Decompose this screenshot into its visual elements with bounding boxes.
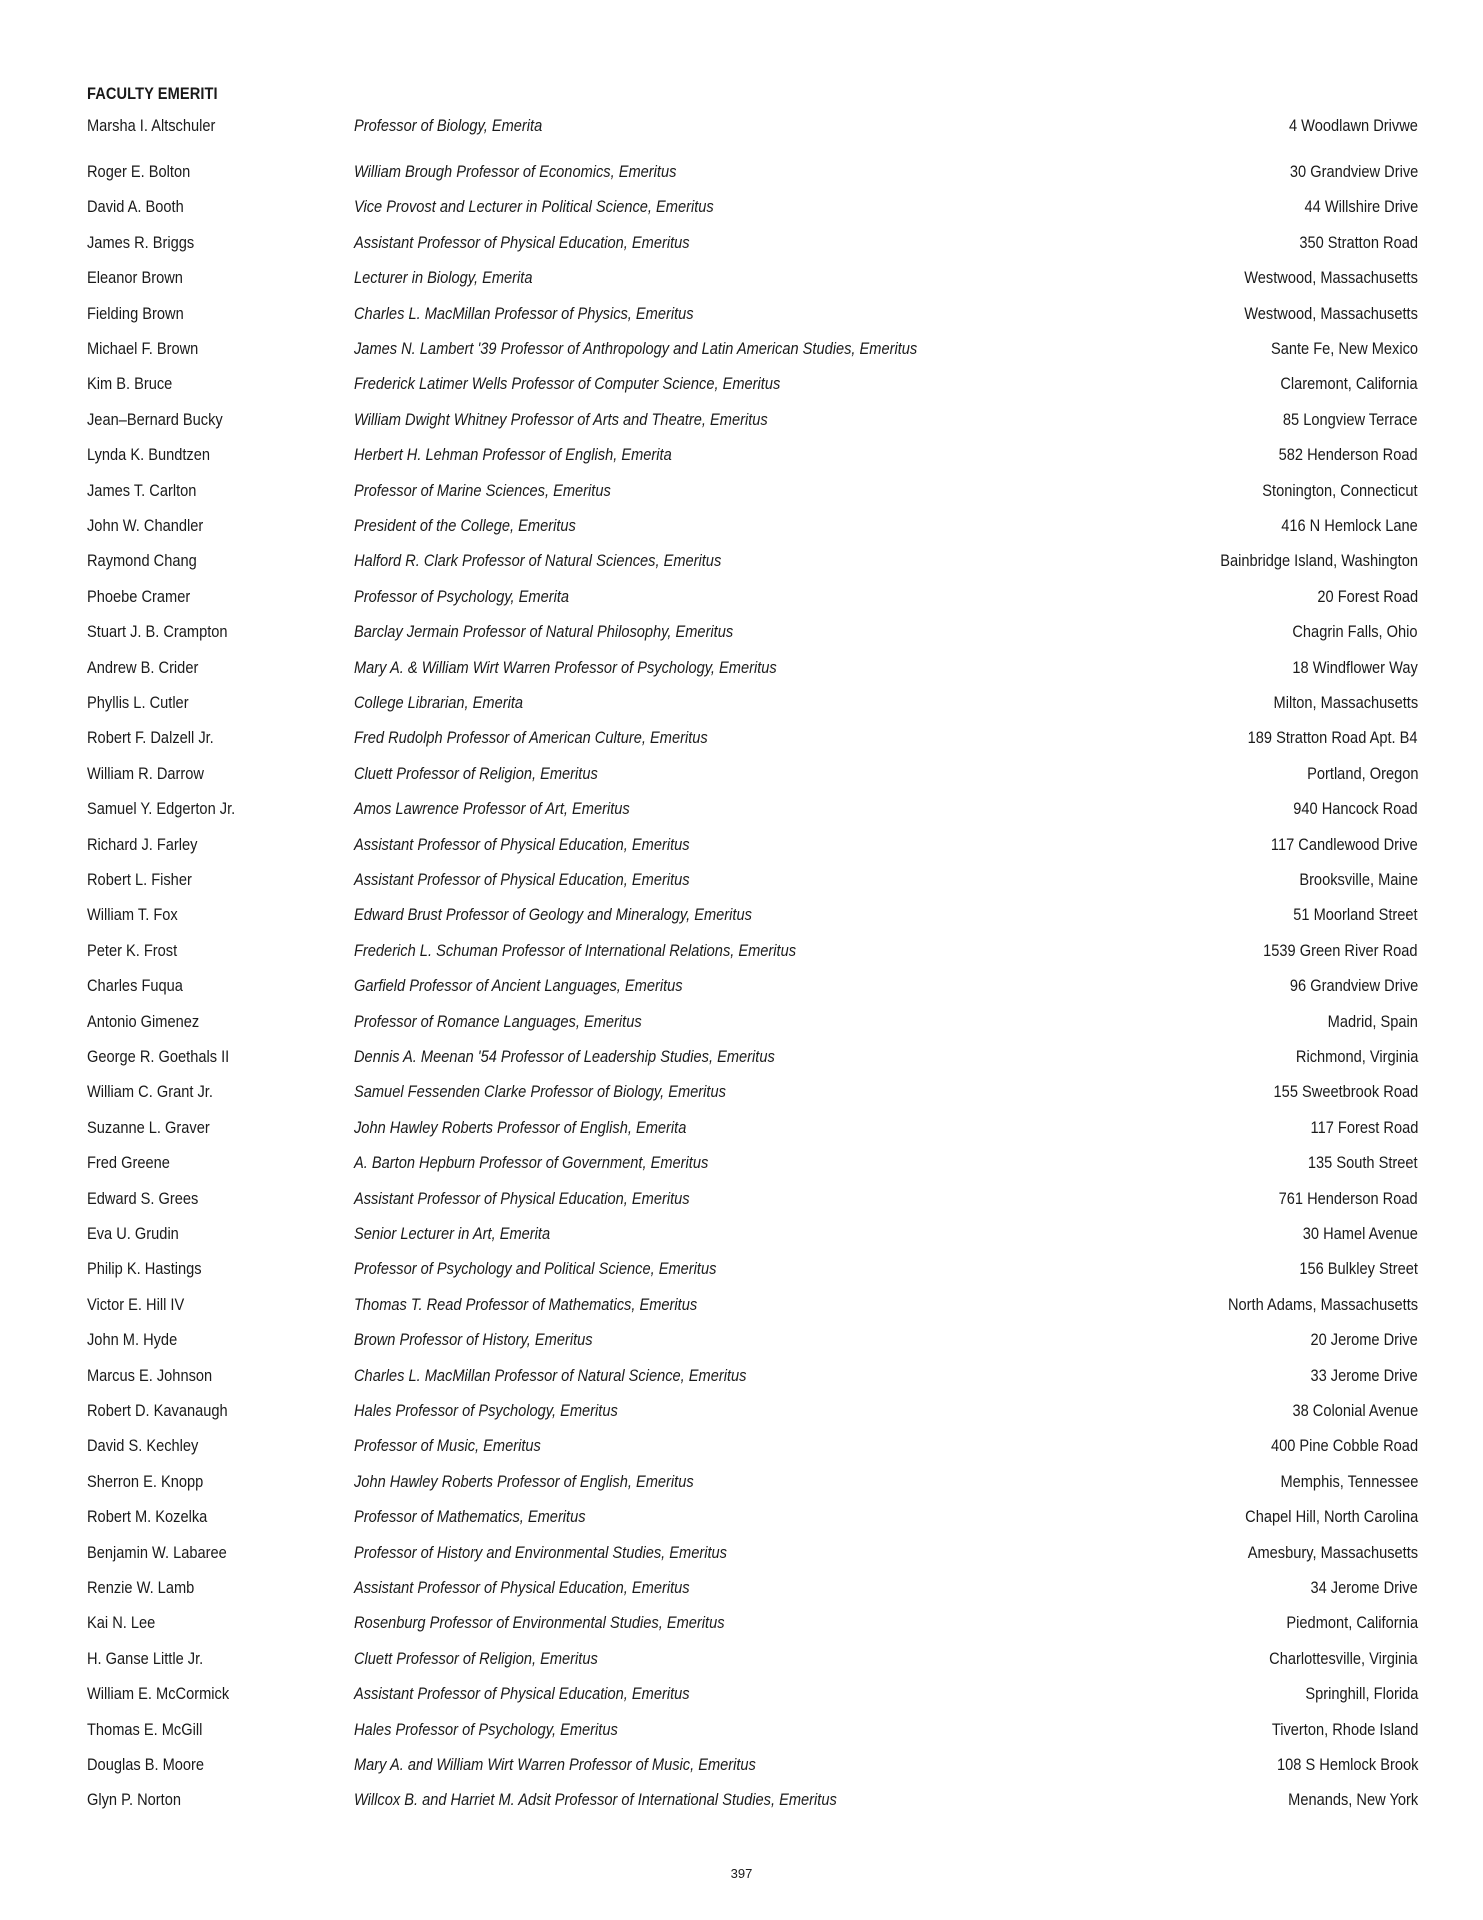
faculty-title: Hales Professor of Psychology, Emeritus	[354, 1719, 618, 1739]
faculty-title: Assistant Professor of Physical Education, Emeritus	[354, 232, 690, 252]
faculty-title: Thomas T. Read Professor of Mathematics, Emeritus	[354, 1294, 698, 1314]
faculty-name: Sherron E. Knopp	[87, 1471, 204, 1491]
list-item	[0, 1681, 1483, 1707]
page-number: 397	[730, 1866, 753, 1881]
list-item	[0, 1469, 1483, 1495]
faculty-name: Fred Greene	[87, 1153, 170, 1173]
list-item	[0, 371, 1483, 397]
faculty-address: 51 Moorland Street	[1293, 905, 1418, 925]
faculty-name: Robert M. Kozelka	[87, 1507, 208, 1527]
section-heading: FACULTY EMERITI	[87, 84, 218, 103]
list-item	[0, 1787, 1483, 1813]
list-item	[0, 1575, 1483, 1601]
faculty-name: Robert L. Fisher	[87, 870, 192, 889]
faculty-title: Professor of Romance Languages, Emeritus	[354, 1011, 642, 1031]
list-item	[0, 159, 1483, 185]
faculty-address: Tiverton, Rhode Island	[1271, 1719, 1418, 1739]
faculty-title: Senior Lecturer in Art, Emerita	[354, 1224, 551, 1243]
faculty-title: Dennis A. Meenan '54 Professor of Leadership Studies, Emeritus	[354, 1047, 775, 1066]
faculty-title: John Hawley Roberts Professor of English, Emeritus	[354, 1471, 694, 1491]
faculty-name: Fielding Brown	[87, 303, 184, 323]
faculty-name: Thomas E. McGill	[87, 1719, 203, 1739]
list-item	[0, 1504, 1483, 1530]
faculty-address: 18 Windflower Way	[1292, 657, 1418, 677]
list-item	[0, 725, 1483, 751]
list-item	[0, 1079, 1483, 1105]
faculty-address: 1539 Green River Road	[1263, 940, 1418, 960]
list-item	[0, 265, 1483, 291]
faculty-name: John W. Chandler	[87, 516, 204, 535]
list-item	[0, 113, 1483, 139]
faculty-name: Stuart J. B. Crampton	[87, 622, 228, 642]
faculty-name: Kai N. Lee	[87, 1613, 156, 1633]
list-item	[0, 796, 1483, 822]
list-item	[0, 832, 1483, 858]
faculty-address: Memphis, Tennessee	[1280, 1471, 1418, 1491]
faculty-title: Brown Professor of History, Emeritus	[354, 1330, 593, 1350]
faculty-name: David A. Booth	[87, 197, 184, 217]
faculty-address: 400 Pine Cobble Road	[1270, 1436, 1418, 1456]
faculty-title: Hales Professor of Psychology, Emeritus	[354, 1401, 618, 1420]
faculty-name: Raymond Chang	[87, 551, 197, 571]
faculty-address: 108 S Hemlock Brook	[1276, 1755, 1418, 1774]
faculty-title: Professor of Biology, Emerita	[354, 116, 543, 135]
list-item	[0, 548, 1483, 574]
list-item	[0, 1717, 1483, 1743]
faculty-address: 350 Stratton Road	[1299, 232, 1418, 252]
faculty-title: Lecturer in Biology, Emerita	[354, 268, 533, 288]
list-item	[0, 1150, 1483, 1176]
faculty-name: William R. Darrow	[87, 763, 204, 783]
faculty-address: 416 N Hemlock Lane	[1281, 516, 1418, 535]
faculty-address: Charlottesville, Virginia	[1269, 1648, 1418, 1668]
faculty-address: 30 Grandview Drive	[1289, 162, 1418, 181]
faculty-name: Marsha I. Altschuler	[87, 116, 216, 135]
faculty-address: Chagrin Falls, Ohio	[1292, 622, 1418, 642]
faculty-title: Herbert H. Lehman Professor of English, Emerita	[354, 445, 672, 465]
faculty-name: Philip K. Hastings	[87, 1259, 202, 1279]
faculty-title: A. Barton Hepburn Professor of Government, Emeritus	[354, 1153, 709, 1173]
faculty-name: David S. Kechley	[87, 1436, 199, 1456]
faculty-title: Samuel Fessenden Clarke Professor of Biology, Emeritus	[354, 1082, 726, 1102]
faculty-title: Professor of Psychology and Political Science, Emeritus	[354, 1259, 717, 1279]
faculty-address: 940 Hancock Road	[1293, 799, 1418, 819]
faculty-name: Edward S. Grees	[87, 1188, 199, 1208]
faculty-title: Fred Rudolph Professor of American Culture, Emeritus	[354, 728, 708, 748]
list-item	[0, 1292, 1483, 1318]
faculty-name: Phyllis L. Cutler	[87, 693, 189, 712]
faculty-address: Piedmont, California	[1286, 1613, 1418, 1633]
faculty-name: William C. Grant Jr.	[87, 1082, 213, 1102]
faculty-title: Cluett Professor of Religion, Emeritus	[354, 763, 598, 783]
faculty-name: Benjamin W. Labaree	[87, 1542, 227, 1562]
list-item	[0, 1540, 1483, 1566]
list-item	[0, 690, 1483, 716]
faculty-title: Halford R. Clark Professor of Natural Sciences, Emeritus	[354, 551, 722, 571]
list-item	[0, 902, 1483, 928]
faculty-name: James T. Carlton	[87, 480, 197, 500]
faculty-address: 85 Longview Terrace	[1283, 409, 1418, 429]
faculty-name: Glyn P. Norton	[87, 1790, 181, 1810]
list-item	[0, 1646, 1483, 1672]
faculty-name: Robert D. Kavanaugh	[87, 1401, 228, 1420]
list-item	[0, 1363, 1483, 1389]
faculty-address: North Adams, Massachusetts	[1227, 1294, 1418, 1314]
faculty-address: 582 Henderson Road	[1279, 445, 1418, 465]
faculty-title: Assistant Professor of Physical Education, Emeritus	[354, 1684, 690, 1704]
list-item	[0, 1044, 1483, 1070]
faculty-address: 96 Grandview Drive	[1289, 976, 1418, 996]
faculty-address: 156 Bulkley Street	[1299, 1259, 1418, 1279]
faculty-title: Assistant Professor of Physical Education, Emeritus	[354, 870, 690, 889]
faculty-title: Professor of History and Environmental Studies, Emeritus	[354, 1542, 727, 1562]
faculty-name: Victor E. Hill IV	[87, 1294, 185, 1314]
faculty-address: 20 Forest Road	[1317, 586, 1418, 606]
faculty-name: Peter K. Frost	[87, 940, 178, 960]
faculty-title: College Librarian, Emerita	[354, 693, 524, 712]
faculty-address: 761 Henderson Road	[1279, 1188, 1418, 1208]
faculty-title: James N. Lambert '39 Professor of Anthropology and Latin American Studies, Emeritus	[354, 339, 918, 358]
faculty-name: Lynda K. Bundtzen	[87, 445, 211, 465]
faculty-name: Robert F. Dalzell Jr.	[87, 728, 214, 748]
list-item	[0, 1327, 1483, 1353]
faculty-name: Marcus E. Johnson	[87, 1365, 213, 1385]
list-item	[0, 230, 1483, 256]
faculty-title: Frederick Latimer Wells Professor of Computer Science, Emeritus	[354, 374, 781, 394]
faculty-address: Amesbury, Massachusetts	[1247, 1542, 1418, 1562]
faculty-title: Cluett Professor of Religion, Emeritus	[354, 1648, 598, 1668]
faculty-title: Assistant Professor of Physical Education, Emeritus	[354, 834, 690, 854]
faculty-name: William E. McCormick	[87, 1684, 230, 1704]
list-item	[0, 867, 1483, 893]
list-item	[0, 973, 1483, 999]
faculty-title: Assistant Professor of Physical Education, Emeritus	[354, 1188, 690, 1208]
faculty-address: Portland, Oregon	[1306, 763, 1418, 783]
faculty-title: Professor of Mathematics, Emeritus	[354, 1507, 586, 1527]
faculty-title: Mary A. & William Wirt Warren Professor of Psychology, Emeritus	[354, 657, 777, 677]
list-item	[0, 1221, 1483, 1247]
faculty-name: Samuel Y. Edgerton Jr.	[87, 799, 236, 819]
faculty-title: Willcox B. and Harriet M. Adsit Professor of International Studies, Emeritus	[354, 1790, 837, 1810]
list-item	[0, 407, 1483, 433]
faculty-address: Madrid, Spain	[1327, 1011, 1418, 1031]
faculty-name: George R. Goethals II	[87, 1047, 230, 1066]
faculty-address: 33 Jerome Drive	[1310, 1365, 1418, 1385]
faculty-name: Suzanne L. Graver	[87, 1117, 210, 1137]
faculty-name: William T. Fox	[87, 905, 178, 925]
faculty-address: Richmond, Virginia	[1295, 1047, 1418, 1066]
faculty-title: Amos Lawrence Professor of Art, Emeritus	[354, 799, 630, 819]
list-item	[0, 1009, 1483, 1035]
faculty-name: Phoebe Cramer	[87, 586, 191, 606]
faculty-address: Brooksville, Maine	[1299, 870, 1418, 889]
faculty-title: John Hawley Roberts Professor of English, Emerita	[354, 1117, 687, 1137]
faculty-name: Richard J. Farley	[87, 834, 198, 854]
faculty-name: Eva U. Grudin	[87, 1224, 179, 1243]
faculty-name: Kim B. Bruce	[87, 374, 173, 394]
faculty-address: 189 Stratton Road Apt. B4	[1248, 728, 1418, 748]
faculty-title: Barclay Jermain Professor of Natural Philosophy, Emeritus	[354, 622, 734, 642]
faculty-title: Mary A. and William Wirt Warren Professor of Music, Emeritus	[354, 1755, 756, 1774]
faculty-name: Andrew B. Crider	[87, 657, 199, 677]
faculty-address: Sante Fe, New Mexico	[1270, 339, 1418, 358]
list-item	[0, 336, 1483, 362]
list-item	[0, 1610, 1483, 1636]
faculty-name: Antonio Gimenez	[87, 1011, 200, 1031]
list-item	[0, 619, 1483, 645]
list-item	[0, 442, 1483, 468]
faculty-title: Charles L. MacMillan Professor of Natural Science, Emeritus	[354, 1365, 747, 1385]
faculty-address: 155 Sweetbrook Road	[1273, 1082, 1418, 1102]
faculty-name: Jean–Bernard Bucky	[87, 409, 223, 429]
faculty-address: 4 Woodlawn Drivwe	[1289, 116, 1418, 135]
faculty-address: 20 Jerome Drive	[1310, 1330, 1418, 1350]
list-item	[0, 655, 1483, 681]
faculty-title: Rosenburg Professor of Environmental Studies, Emeritus	[354, 1613, 725, 1633]
faculty-title: Vice Provost and Lecturer in Political Science, Emeritus	[354, 197, 714, 217]
faculty-name: James R. Briggs	[87, 232, 195, 252]
faculty-title: Charles L. MacMillan Professor of Physics, Emeritus	[354, 303, 694, 323]
faculty-address: Claremont, California	[1280, 374, 1418, 394]
faculty-name: Charles Fuqua	[87, 976, 183, 996]
faculty-title: Professor of Music, Emeritus	[354, 1436, 541, 1456]
list-item	[0, 194, 1483, 220]
faculty-name: H. Ganse Little Jr.	[87, 1648, 204, 1668]
faculty-title: Assistant Professor of Physical Education, Emeritus	[354, 1578, 690, 1597]
faculty-title: William Dwight Whitney Professor of Arts and Theatre, Emeritus	[354, 409, 768, 429]
faculty-address: 30 Hamel Avenue	[1302, 1224, 1418, 1243]
faculty-title: Garfield Professor of Ancient Languages, Emeritus	[354, 976, 683, 996]
faculty-address: 34 Jerome Drive	[1310, 1578, 1418, 1597]
faculty-address: Milton, Massachusetts	[1273, 693, 1418, 712]
list-item	[0, 761, 1483, 787]
faculty-name: Eleanor Brown	[87, 268, 183, 288]
list-item	[0, 938, 1483, 964]
faculty-title: Professor of Marine Sciences, Emeritus	[354, 480, 611, 500]
faculty-address: Stonington, Connecticut	[1262, 480, 1418, 500]
list-item	[0, 1115, 1483, 1141]
faculty-title: Professor of Psychology, Emerita	[354, 586, 570, 606]
faculty-address: Springhill, Florida	[1305, 1684, 1418, 1704]
faculty-title: Frederich L. Schuman Professor of International Relations, Emeritus	[354, 940, 797, 960]
list-item	[0, 513, 1483, 539]
faculty-address: 117 Forest Road	[1310, 1117, 1418, 1137]
faculty-address: 117 Candlewood Drive	[1271, 834, 1418, 854]
faculty-name: Michael F. Brown	[87, 339, 199, 358]
faculty-address: 44 Willshire Drive	[1304, 197, 1418, 217]
faculty-name: Douglas B. Moore	[87, 1755, 205, 1774]
faculty-address: Chapel Hill, North Carolina	[1244, 1507, 1418, 1527]
faculty-name: Roger E. Bolton	[87, 162, 191, 181]
list-item	[0, 1256, 1483, 1282]
list-item	[0, 584, 1483, 610]
faculty-title: William Brough Professor of Economics, Emeritus	[354, 162, 677, 181]
faculty-address: Westwood, Massachusetts	[1244, 303, 1418, 323]
list-item	[0, 1433, 1483, 1459]
faculty-address: 38 Colonial Avenue	[1292, 1401, 1418, 1420]
faculty-address: Menands, New York	[1287, 1790, 1418, 1810]
list-item	[0, 1752, 1483, 1778]
faculty-name: Renzie W. Lamb	[87, 1578, 195, 1597]
faculty-address: Bainbridge Island, Washington	[1220, 551, 1418, 571]
faculty-address: Westwood, Massachusetts	[1244, 268, 1418, 288]
faculty-name: John M. Hyde	[87, 1330, 178, 1350]
list-item	[0, 1398, 1483, 1424]
faculty-title: Edward Brust Professor of Geology and Mineralogy, Emeritus	[354, 905, 752, 925]
list-item	[0, 301, 1483, 327]
faculty-address: 135 South Street	[1308, 1153, 1418, 1173]
list-item	[0, 1186, 1483, 1212]
list-item	[0, 478, 1483, 504]
faculty-title: President of the College, Emeritus	[354, 516, 576, 535]
